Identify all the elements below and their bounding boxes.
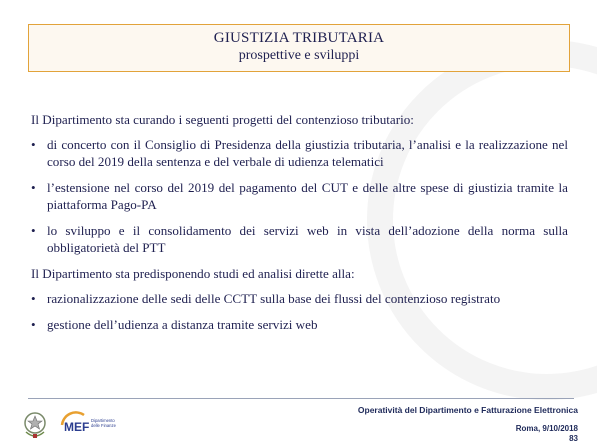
mef-logo-caption-1: Dipartimento (91, 418, 115, 423)
bullet-icon: • (31, 291, 36, 306)
page-number: 83 (569, 434, 578, 443)
page-title: GIUSTIZIA TRIBUTARIA (213, 30, 385, 46)
intro-paragraph-2: Il Dipartimento sta predisponendo studi ed analisi dirette alla: (31, 266, 355, 281)
mef-logo (60, 409, 120, 439)
list-item (31, 179, 568, 213)
list-item-text: di concerto con il Consiglio di Presidenza della giustizia tributaria, l’analisi e la realizzazione nel corso del 2019 della sentenza e del verbale di udienza telematici (47, 137, 568, 169)
list-item (31, 316, 568, 333)
list-item-text: gestione dell’udienza a distanza tramite servizi web (47, 317, 318, 332)
page-subtitle: prospettive e sviluppi (238, 48, 360, 63)
list-item (31, 136, 568, 170)
footer-date: Roma, 9/10/2018 (515, 424, 578, 433)
bullet-icon: • (31, 223, 36, 238)
bullet-icon: • (31, 137, 36, 152)
title-box (28, 24, 570, 72)
bullet-list-2 (31, 290, 568, 333)
list-item-text: lo sviluppo e il consolidamento dei servizi web in vista dell’adozione della norma sulla obbligatorietà del PTT (47, 223, 568, 255)
list-item (31, 290, 568, 307)
footer-divider (28, 398, 574, 399)
list-item-text: razionalizzazione delle sedi delle CCTT sulla base dei flussi del contenzioso registrato (47, 291, 501, 306)
intro-paragraph-1: Il Dipartimento sta curando i seguenti progetti del contenzioso tributario: (31, 112, 414, 127)
footer-title: Operatività del Dipartimento e Fatturazione Elettronica (357, 405, 578, 415)
mef-logo-caption-2: delle Finanze (91, 423, 116, 428)
bullet-list-1 (31, 136, 568, 256)
list-item-text: l’estensione nel corso del 2019 del pagamento del CUT e delle altre spese di giustizia tramite la piattaforma Pago-PA (47, 180, 568, 212)
list-item (31, 222, 568, 256)
slide-content (31, 111, 568, 342)
bullet-icon: • (31, 180, 36, 195)
mef-logo-text: MEF (64, 420, 90, 434)
republic-emblem-icon (22, 410, 48, 440)
bullet-icon: • (31, 317, 36, 332)
